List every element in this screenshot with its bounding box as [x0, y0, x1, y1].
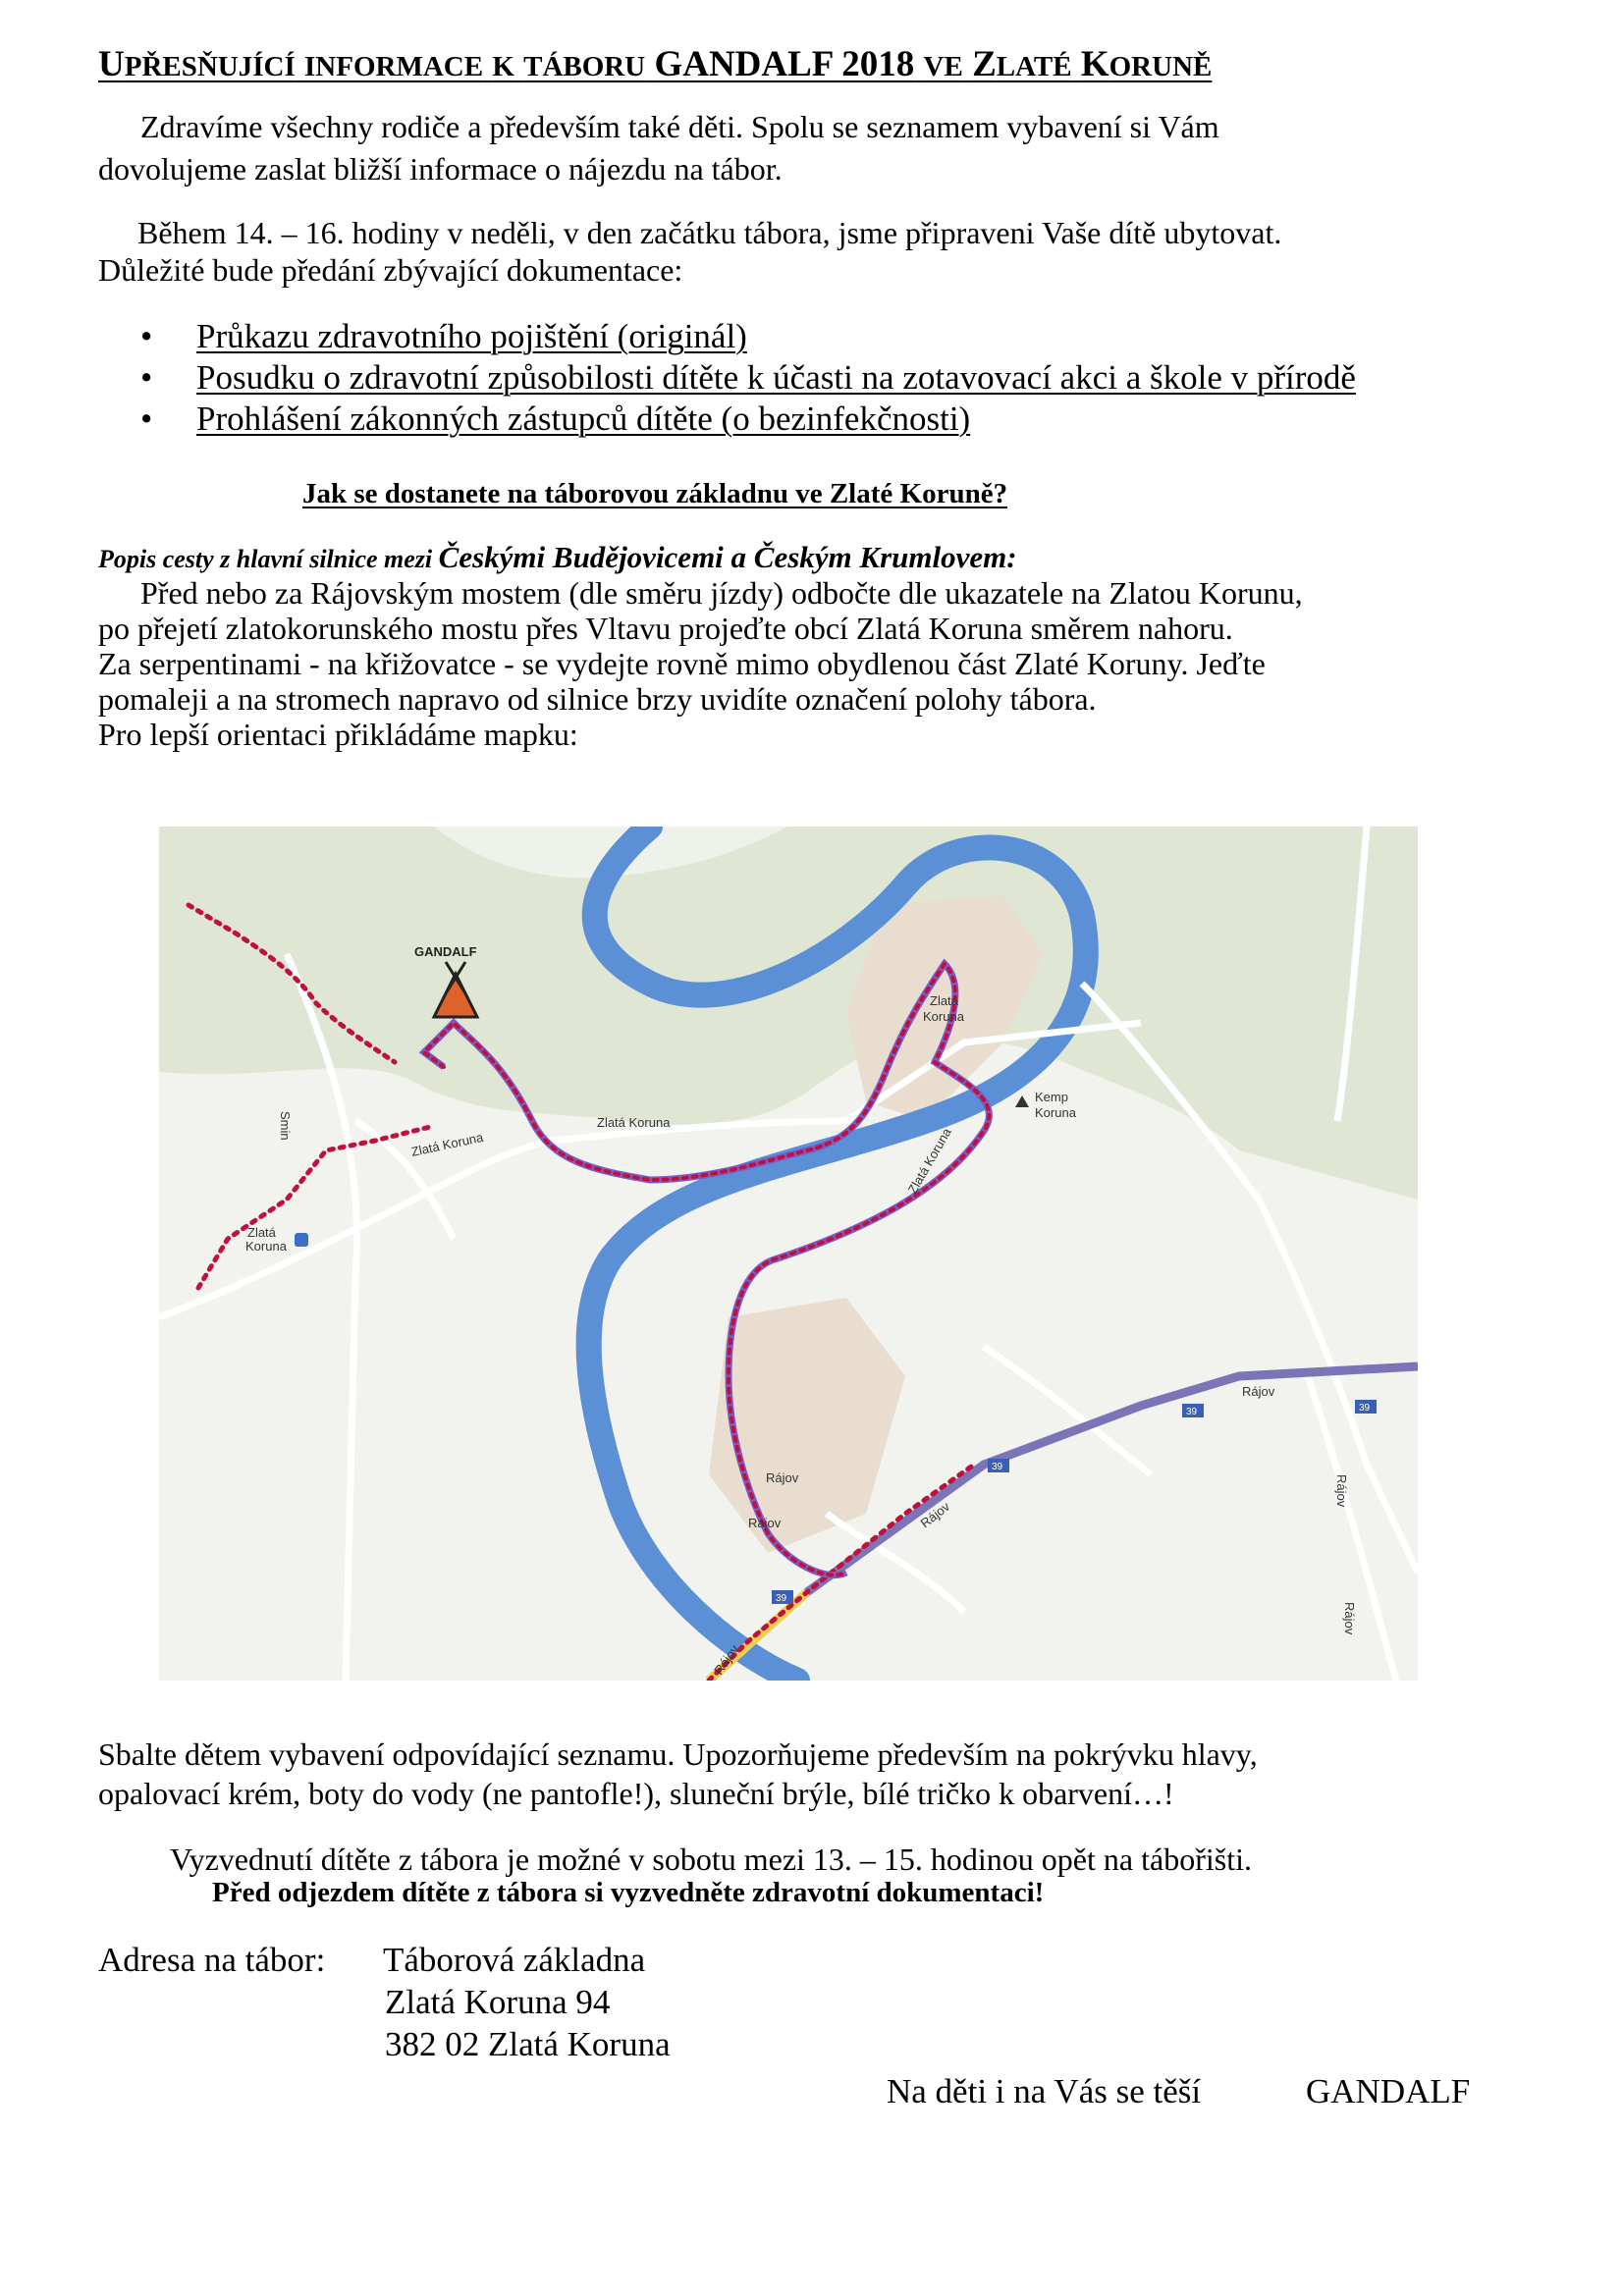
road-label: Zlatá Koruna: [597, 1115, 671, 1130]
road-label: Rájov: [766, 1470, 799, 1485]
pickup-notice: Před odjezdem dítěte z tábora si vyzvedněte zdravotní dokumentaci!: [212, 1877, 1045, 1908]
road-label: Rájov: [917, 1499, 953, 1531]
road-label: Smin: [278, 1111, 293, 1141]
town-label: Koruna: [923, 1009, 964, 1024]
signoff-text: Na děti i na Vás se těší: [887, 2072, 1202, 2110]
road-label: Rájov: [711, 1641, 742, 1678]
road-label: Zlatá Koruna: [409, 1129, 485, 1159]
signoff-name: GANDALF: [1306, 2072, 1471, 2110]
address-line-3: 382 02 Zlatá Koruna: [385, 2025, 671, 2063]
road-label: Rájov: [1242, 1384, 1275, 1399]
road-number: 39: [1359, 1403, 1371, 1414]
station-icon: [295, 1233, 308, 1247]
address-line-1: Táborová základna: [383, 1941, 646, 1979]
route-line-3: Za serpentinami - na křižovatce - se vydejte rovně mimo obydlenou část Zlaté Koruny. Jeďte: [98, 646, 1266, 681]
page-title: UPŘESŇUJÍCÍ INFORMACE K TÁBORU GANDALF 2018 VE ZLATÉ KORUNĚ: [98, 44, 1213, 84]
town-label: Zlatá: [930, 993, 958, 1008]
arrival-line-1: Během 14. – 16. hodiny v neděli, v den začátku tábora, jsme připraveni Vaše dítě ubytovat.: [137, 215, 1282, 250]
address-label: Adresa na tábor:: [98, 1941, 326, 1979]
road-number: 39: [1186, 1407, 1198, 1417]
arrival-line-2: Důležité bude předání zbývající dokumentace:: [98, 252, 683, 288]
route-map: [159, 827, 1418, 1681]
kemp-label: Kemp: [1035, 1090, 1068, 1104]
route-line-1: Před nebo za Rájovským mostem (dle směru jízdy) odbočte dle ukazatele na Zlatou Korunu,: [140, 575, 1303, 611]
road-label: Rájov: [1342, 1602, 1357, 1635]
route-line-5: Pro lepší orientaci přikládáme mapku:: [98, 717, 578, 752]
road-number: 39: [992, 1462, 1003, 1472]
intro-line-1: Zdravíme všechny rodiče a především také děti. Spolu se seznamem vybavení si Vám: [140, 109, 1219, 144]
road-number: 39: [776, 1593, 787, 1604]
directions-heading: Jak se dostanete na táborovou základnu ve Zlaté Koruně?: [302, 478, 1008, 509]
town-label: Rájov: [748, 1516, 782, 1530]
station-label: Zlatá: [247, 1225, 276, 1240]
kemp-label: Koruna: [1035, 1105, 1076, 1120]
station-label: Koruna: [245, 1239, 287, 1254]
intro-line-2: dovolujeme zaslat bližší informace o nájezdu na tábor.: [98, 151, 783, 187]
list-item: • Průkazu zdravotního pojištění (originál): [140, 317, 747, 355]
address-line-2: Zlatá Koruna 94: [385, 1983, 611, 2021]
list-item: • Prohlášení zákonných zástupců dítěte (o bezinfekčnosti): [140, 400, 971, 438]
route-heading: Popis cesty z hlavní silnice mezi Českými Budějovicemi a Českým Krumlovem:: [98, 540, 1017, 574]
list-item: • Posudku o zdravotní způsobilosti dítěte k účasti na zotavovací akci a škole v přírodě: [140, 358, 1356, 397]
camp-label: GANDALF: [414, 944, 477, 959]
route-line-2: po přejetí zlatokorunského mostu přes Vltavu projeďte obcí Zlatá Koruna směrem nahoru.: [98, 611, 1233, 646]
packing-line-1: Sbalte dětem vybavení odpovídající seznamu. Upozorňujeme především na pokrývku hlavy,: [98, 1736, 1258, 1772]
packing-line-2: opalovací krém, boty do vody (ne pantofle!), sluneční brýle, bílé tričko k obarvení…!: [98, 1776, 1174, 1811]
route-line-4: pomaleji a na stromech napravo od silnice brzy uvidíte označení polohy tábora.: [98, 681, 1097, 717]
pickup-line: Vyzvednutí dítěte z tábora je možné v sobotu mezi 13. – 15. hodinou opět na tábořišti.: [170, 1842, 1252, 1877]
road-label: Zlatá Koruna: [904, 1125, 954, 1197]
road-label: Rájov: [1334, 1474, 1349, 1508]
